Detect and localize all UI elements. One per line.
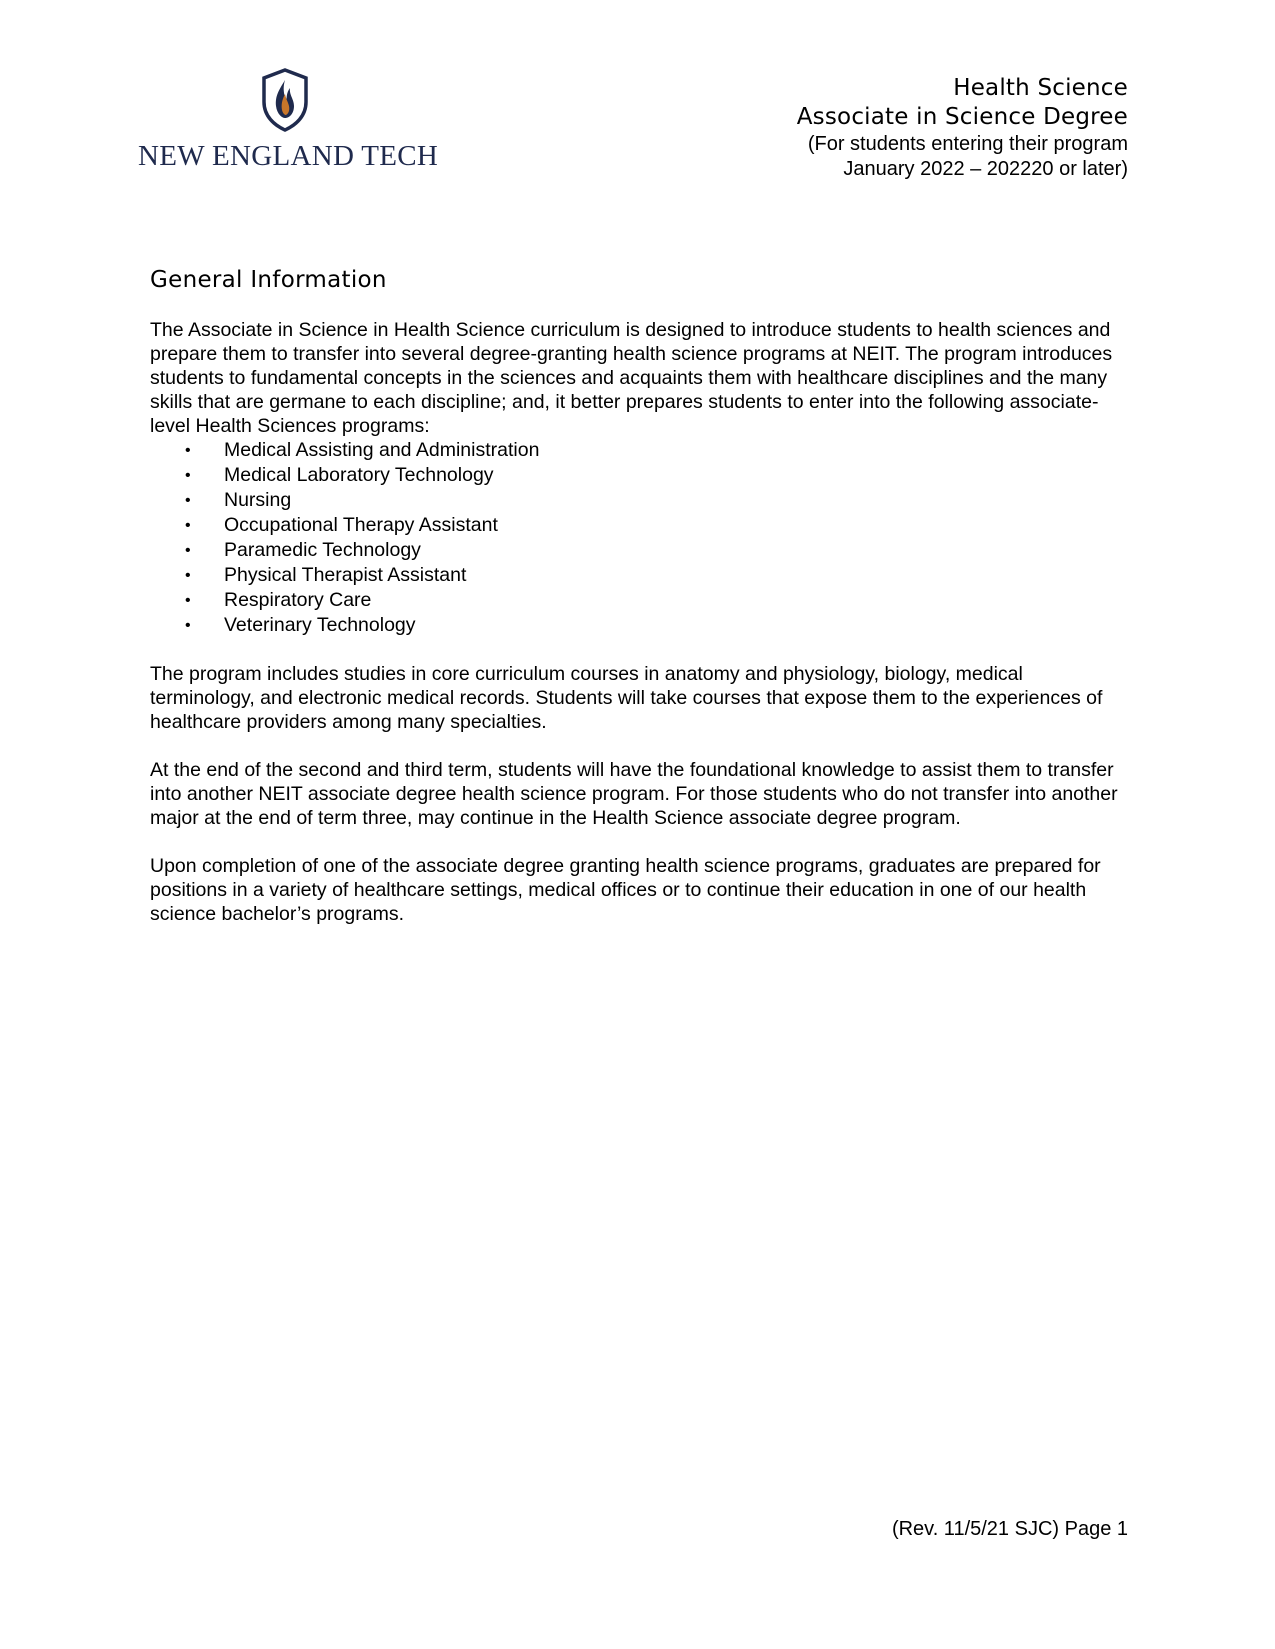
completion-paragraph: Upon completion of one of the associate degree granting health science programs, graduates are prepared for positions in a variety of healthcare settings, medical offices or to continue their education in one of our health science bachelor’s programs. (150, 855, 1101, 925)
list-item (150, 613, 1130, 638)
bullet-icon: • (185, 442, 191, 459)
list-item (150, 438, 1130, 463)
flame-shield-icon (260, 68, 310, 132)
section-body (150, 318, 1130, 926)
list-item (150, 513, 1130, 538)
list-item (150, 563, 1130, 588)
eligibility-date: January 2022 – 202220 or later) (843, 158, 1128, 180)
document-header (797, 74, 1128, 182)
page-footer: (Rev. 11/5/21 SJC) Page 1 (891, 1518, 1128, 1540)
program-name: Medical Assisting and Administration (224, 439, 540, 461)
transfer-paragraph: At the end of the second and third term, students will have the foundational knowledge to assist them to transfer into another NEIT associate degree health science program. For those students who do not transfer into another major at the end of term three, may continue in the Health Science associate degree program. (150, 759, 1118, 829)
program-name: Nursing (224, 489, 292, 511)
bullet-icon: • (185, 467, 191, 484)
program-name: Respiratory Care (224, 589, 372, 611)
institution-logo (138, 68, 438, 178)
bullet-icon: • (185, 617, 191, 634)
program-list (150, 438, 1130, 638)
logo-wordmark: NEW ENGLAND TECH (138, 140, 439, 172)
curriculum-paragraph: The program includes studies in core curriculum courses in anatomy and physiology, biology, medical terminology, and electronic medical records. Students will take courses that expose them to the experiences of healthcare providers among many specialties. (150, 663, 1103, 733)
bullet-icon: • (185, 592, 191, 609)
bullet-icon: • (185, 492, 191, 509)
program-name: Paramedic Technology (224, 539, 421, 561)
section-heading: General Information (150, 267, 387, 293)
program-name: Medical Laboratory Technology (224, 464, 494, 486)
list-item (150, 588, 1130, 613)
bullet-icon: • (185, 567, 191, 584)
program-name: Occupational Therapy Assistant (224, 514, 498, 536)
list-item (150, 538, 1130, 563)
list-item (150, 463, 1130, 488)
eligibility-note: (For students entering their program (807, 133, 1128, 155)
bullet-icon: • (185, 517, 191, 534)
list-item (150, 488, 1130, 513)
intro-paragraph: The Associate in Science in Health Science curriculum is designed to introduce students to health sciences and prepare them to transfer into several degree-granting health science programs at NEIT. The program introduces students to fundamental concepts in the sciences and acquaints them with healthcare disciplines and the many skills that are germane to each discipline; and, it better prepares students to enter into the following associate-level Health Sciences programs: (150, 319, 1113, 437)
program-title: Health Science (953, 75, 1128, 101)
bullet-icon: • (185, 542, 191, 559)
program-name: Veterinary Technology (224, 614, 416, 636)
degree-title: Associate in Science Degree (796, 104, 1128, 130)
program-name: Physical Therapist Assistant (224, 564, 467, 586)
